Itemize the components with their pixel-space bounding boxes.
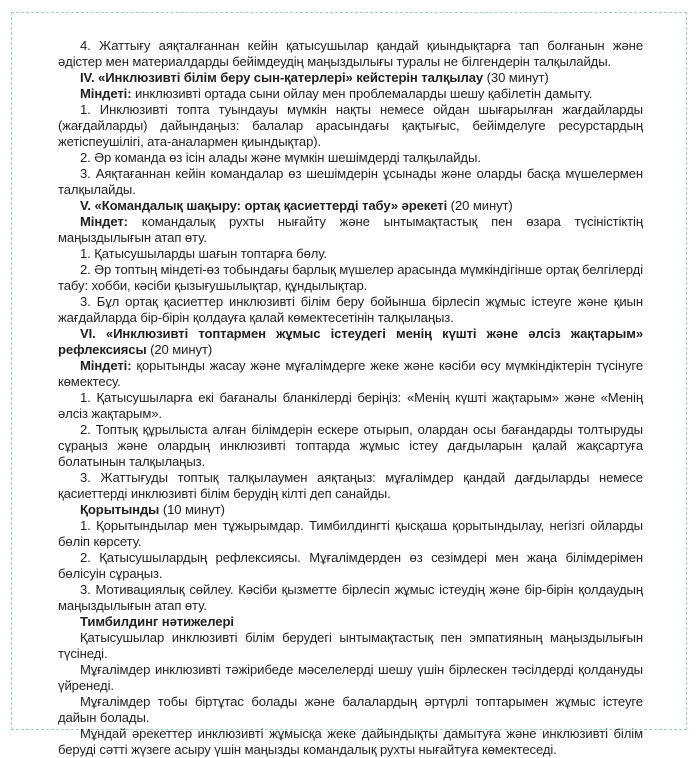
heading-duration: (30 минут) [483, 70, 549, 85]
goal-text: инклюзивті ортада сыни ойлау мен проблемаларды шешу қабілетін дамыту. [131, 86, 593, 101]
section-heading-4 [58, 70, 643, 86]
section-goal [58, 214, 643, 246]
list-item: 1. Қатысушыларды шағын топтарға бөлу. [80, 246, 327, 261]
list-item: Қатысушылар инклюзивті білім берудегі ынтымақтастық пен эмпатияның маңыздылығын түсінеді. [58, 630, 643, 661]
list-item: 1. Қорытындылар мен тұжырымдар. Тимбилдингті қысқаша қорытындылау, негізгі ойларды бөліп көрсету. [58, 518, 643, 549]
list-item: Мұғалімдер инклюзивті тәжірибеде мәселелерді шешу үшін бірлескен тәсілдерді қолдануды үйренеді. [58, 662, 643, 693]
list-item: 2. Әр топтың міндеті-өз тобындағы барлық мүшелер арасында мүмкіндігінше ортақ белгілерді табу: хобби, кәсіби қызығушылықтар, құндылықтар. [58, 262, 644, 293]
goal-text: қорытынды жасау және мұғалімдерге жеке және кәсіби өсу мүмкіндіктерін түсінуге көмектесу. [58, 358, 643, 389]
goal-label: Міндеті: [80, 358, 132, 373]
heading-duration: (20 минут) [447, 198, 513, 213]
list-item: 2. Топтық құрылыста алған білімдерін ескере отырып, олардан осы бағандарды толтыруды сұраңыз және олардың инклюзивті топтарда жұмыс істеу дағдыларын қалай жақсартуға болатынын талқылаңыз. [58, 422, 643, 469]
list-item: 1. Қатысушыларға екі бағаналы бланкілерді беріңіз: «Менің күшті жақтарым» және «Менің әлсіз жақтарым». [58, 390, 643, 421]
heading-duration: (10 минут) [159, 502, 225, 517]
list-item: Мұндай әрекеттер инклюзивті жұмысқа жеке дайындықты дамытуға және инклюзивті білім беруді сәтті жүзеге асыру үшін маңызды командалық рухты нығайтуға көмектеседі. [58, 726, 643, 757]
list-item: 3. Аяқтағаннан кейін командалар өз шешімдерін ұсынады және оларды басқа мүшелермен талқылайды. [58, 166, 643, 197]
section-heading-5 [58, 198, 643, 214]
section-heading-conclusion [58, 502, 643, 518]
document-body [58, 38, 643, 758]
section-goal [58, 86, 643, 102]
list-item: 3. Мотивациялық сөйлеу. Кәсіби қызметте бірлесіп жұмыс істеудің және бір-бірін қолдаудың маңыздылығын атап өту. [58, 582, 643, 613]
heading-text: VI. «Инклюзивті топтармен жұмыс істеудегі менің күшті және әлсіз жақтарым» рефлексиясы [58, 326, 643, 357]
list-item: 1. Инклюзивті топта туындауы мүмкін нақты немесе ойдан шығарылған жағдайларды (жағдайларды) дайындаңыз: балалар арасындағы қақтығыс, бейімделуге ресурстардың жетіспеушілігі, ата-аналармен қиындықтар). [58, 102, 643, 149]
list-item: 2. Қатысушылардың рефлексиясы. Мұғалімдерден өз сезімдері мен жаңа білімдерімен бөлісуін сұраңыз. [58, 550, 643, 581]
goal-text: командалық рухты нығайту және ынтымақтастық пен өзара түсіністіктің маңыздылығын атап өту. [58, 214, 643, 245]
section-goal [58, 358, 643, 390]
heading-text: Қорытынды [80, 502, 160, 517]
heading-duration: (20 минут) [146, 342, 213, 357]
heading-text: V. «Командалық шақыру: ортақ қасиеттерді табу» әрекеті [80, 198, 448, 213]
paragraph: 4. Жаттығу аяқталғаннан кейін қатысушылар қандай қиындықтарға тап болғанын және әдістер мен материалдарды бейімдеудің маңыздылығы туралы не білгендерін талқылайды. [58, 38, 643, 69]
goal-label: Міндет: [80, 214, 128, 229]
list-item: 3. Жаттығуды топтық талқылаумен аяқтаңыз: мұғалімдер қандай дағдыларды немесе қасиеттерді инклюзивті білім берудің кілті деп санайды. [58, 470, 643, 501]
goal-label: Міндеті: [80, 86, 132, 101]
section-heading-results: Тимбилдинг нәтижелері [80, 614, 234, 629]
heading-text: IV. «Инклюзивті білім беру сын-қатерлері» кейстерін талқылау [80, 70, 484, 85]
list-item: 3. Бұл ортақ қасиеттер инклюзивті білім беру бойынша бірлесіп жұмыс істеуге және қиын жағдайларда бір-бірін қолдауға қалай көмектесетінін талқылаңыз. [58, 294, 643, 325]
section-heading-6 [58, 326, 643, 358]
list-item: Мұғалімдер тобы біртұтас болады және балалардың әртүрлі топтарымен жұмыс істеуге дайын болады. [58, 694, 643, 725]
list-item: 2. Әр команда өз ісін алады және мүмкін шешімдерді талқылайды. [80, 150, 481, 165]
